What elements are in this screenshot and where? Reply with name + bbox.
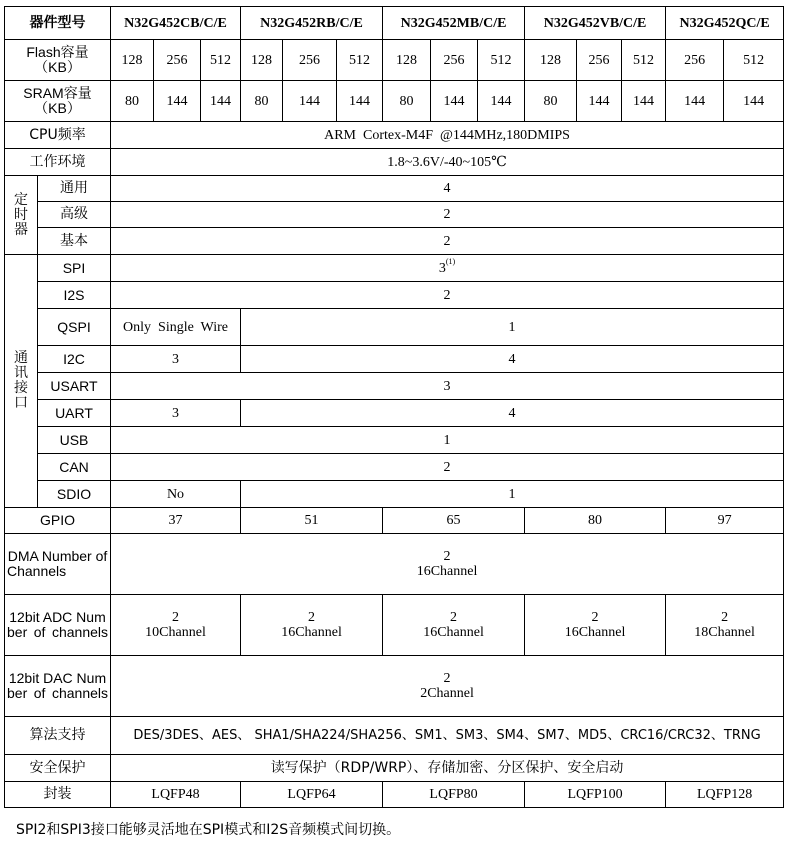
adc-row [5, 595, 784, 656]
package-row [5, 782, 784, 808]
timer-group-char: 器 [14, 221, 28, 238]
i2c-label: I2C [38, 346, 111, 373]
timer-row [5, 176, 784, 202]
gpio-cell: 80 [525, 508, 666, 534]
spi-value [111, 255, 784, 282]
adc-channels: 10Channel [145, 625, 206, 640]
timer-label: 通用 [38, 176, 111, 202]
flash-cell: 256 [431, 40, 478, 81]
dma-row [5, 534, 784, 595]
timer-group-char: 定 [14, 191, 28, 208]
adc-channels: 16Channel [281, 625, 342, 640]
adc-cell [525, 595, 666, 656]
adc-count: 2 [172, 610, 179, 625]
can-label: CAN [38, 454, 111, 481]
sdio-row [5, 481, 784, 508]
dma-value [111, 534, 784, 595]
security-label: 安全保护 [5, 755, 111, 782]
adc-label: 12bit ADC Number of channels [5, 595, 111, 656]
uart-first-value: 3 [111, 400, 241, 427]
timer-value: 4 [111, 176, 784, 202]
package-cell: LQFP48 [111, 782, 241, 808]
timer-row [5, 228, 784, 255]
security-value: 读写保护（RDP/WRP）、存储加密、分区保护、安全启动 [111, 755, 784, 782]
algo-value: DES/3DES、AES、 SHA1/SHA224/SHA256、SM1、SM3、SM4、SM7、MD5、CRC16/CRC32、TRNG [111, 717, 784, 755]
usb-row [5, 427, 784, 454]
adc-cell [241, 595, 383, 656]
dma-channels: 16Channel [416, 564, 478, 579]
flash-cell: 512 [201, 40, 241, 81]
timer-label: 高级 [38, 202, 111, 228]
usb-label: USB [38, 427, 111, 454]
gpio-cell: 65 [383, 508, 525, 534]
i2s-value: 2 [111, 282, 784, 309]
i2c-row [5, 346, 784, 373]
comm-group-label [5, 255, 38, 508]
package-cell: LQFP128 [666, 782, 784, 808]
flash-cell: 512 [724, 40, 784, 81]
flash-cell: 512 [337, 40, 383, 81]
gpio-cell: 37 [111, 508, 241, 534]
footnote-ref: (1) [445, 256, 456, 266]
package-label: 封装 [5, 782, 111, 808]
adc-count: 2 [450, 610, 458, 625]
i2c-rest-value: 4 [241, 346, 784, 373]
flash-cell: 128 [383, 40, 431, 81]
sram-cell: 80 [383, 81, 431, 122]
package-cell: LQFP80 [383, 782, 525, 808]
flash-cell: 128 [241, 40, 283, 81]
qspi-row [5, 309, 784, 346]
timer-row [5, 202, 784, 228]
sram-cell: 144 [283, 81, 337, 122]
timer-group-char: 时 [14, 206, 28, 223]
timer-value: 2 [111, 202, 784, 228]
uart-label: UART [38, 400, 111, 427]
gpio-cell: 51 [241, 508, 383, 534]
qspi-rest-value: 1 [241, 309, 784, 346]
header-row [5, 7, 784, 40]
sram-cell: 80 [111, 81, 154, 122]
flash-cell: 128 [525, 40, 577, 81]
model-header: N32G452VB/C/E [525, 7, 666, 40]
header-label: 器件型号 [5, 7, 111, 40]
adc-channels: 18Channel [694, 625, 755, 640]
sram-cell: 144 [622, 81, 666, 122]
can-row [5, 454, 784, 481]
dma-label: DMA Number of Channels [5, 534, 111, 595]
flash-cell: 512 [478, 40, 525, 81]
sdio-label: SDIO [38, 481, 111, 508]
env-label: 工作环境 [5, 149, 111, 176]
spi-label: SPI [38, 255, 111, 282]
sram-cell: 144 [666, 81, 724, 122]
cpu-value: ARM Cortex-M4F @144MHz,180DMIPS [111, 122, 784, 149]
sram-cell: 144 [337, 81, 383, 122]
cpu-row [5, 122, 784, 149]
uart-row [5, 400, 784, 427]
flash-label: Flash容量（KB） [5, 40, 111, 81]
adc-channels: 16Channel [423, 625, 484, 640]
timer-group-label [5, 176, 38, 255]
qspi-first-value: Only Single Wire [111, 309, 241, 346]
comm-group-char: 口 [14, 395, 28, 411]
comm-group-char: 接 [14, 380, 28, 396]
adc-count: 2 [721, 610, 729, 625]
sdio-first-value: No [111, 481, 241, 508]
adc-cell [383, 595, 525, 656]
comm-group-char: 讯 [14, 365, 28, 381]
sram-cell: 144 [577, 81, 622, 122]
usart-label: USART [38, 373, 111, 400]
gpio-cell: 97 [666, 508, 784, 534]
env-row [5, 149, 784, 176]
dac-row [5, 656, 784, 717]
sram-cell: 80 [525, 81, 577, 122]
sram-cell: 144 [201, 81, 241, 122]
flash-cell: 256 [154, 40, 201, 81]
spi-count: 3 [438, 260, 446, 276]
dac-label: 12bit DAC Number of channels [5, 656, 111, 717]
usart-value: 3 [111, 373, 784, 400]
sram-cell: 144 [478, 81, 525, 122]
uart-rest-value: 4 [241, 400, 784, 427]
model-header: N32G452CB/C/E [111, 7, 241, 40]
env-value: 1.8~3.6V/-40~105℃ [111, 149, 784, 176]
comm-group-char: 通 [14, 350, 28, 366]
flash-row [5, 40, 784, 81]
cpu-label: CPU频率 [5, 122, 111, 149]
gpio-row [5, 508, 784, 534]
flash-cell: 256 [577, 40, 622, 81]
dma-count: 2 [443, 549, 451, 564]
security-row [5, 755, 784, 782]
algo-label: 算法支持 [5, 717, 111, 755]
dac-channels: 2Channel [420, 686, 474, 701]
flash-cell: 256 [283, 40, 337, 81]
spec-table-wrapper [4, 6, 784, 808]
adc-count: 2 [591, 610, 599, 625]
usb-value: 1 [111, 427, 784, 454]
algo-row [5, 717, 784, 755]
i2s-row [5, 282, 784, 309]
spec-table [4, 6, 784, 808]
model-header: N32G452MB/C/E [383, 7, 525, 40]
gpio-label: GPIO [5, 508, 111, 534]
dac-value [111, 656, 784, 717]
dac-count: 2 [443, 671, 451, 686]
sram-cell: 144 [154, 81, 201, 122]
flash-cell: 512 [622, 40, 666, 81]
footnote: SPI2和SPI3接口能够灵活地在SPI模式和I2S音频模式间切换。 [16, 822, 401, 838]
sram-row [5, 81, 784, 122]
sdio-rest-value: 1 [241, 481, 784, 508]
model-header: N32G452QC/E [666, 7, 784, 40]
i2s-label: I2S [38, 282, 111, 309]
i2c-first-value: 3 [111, 346, 241, 373]
flash-cell: 128 [111, 40, 154, 81]
adc-channels: 16Channel [564, 625, 626, 640]
adc-cell [666, 595, 784, 656]
adc-cell [111, 595, 241, 656]
can-value: 2 [111, 454, 784, 481]
flash-cell: 256 [666, 40, 724, 81]
qspi-label: QSPI [38, 309, 111, 346]
package-cell: LQFP100 [525, 782, 666, 808]
timer-label: 基本 [38, 228, 111, 255]
model-header: N32G452RB/C/E [241, 7, 383, 40]
sram-label: SRAM容量（KB） [5, 81, 111, 122]
sram-cell: 144 [724, 81, 784, 122]
adc-count: 2 [308, 610, 316, 625]
sram-cell: 80 [241, 81, 283, 122]
sram-cell: 144 [431, 81, 478, 122]
usart-row [5, 373, 784, 400]
spi-row [5, 255, 784, 282]
package-cell: LQFP64 [241, 782, 383, 808]
timer-value: 2 [111, 228, 784, 255]
